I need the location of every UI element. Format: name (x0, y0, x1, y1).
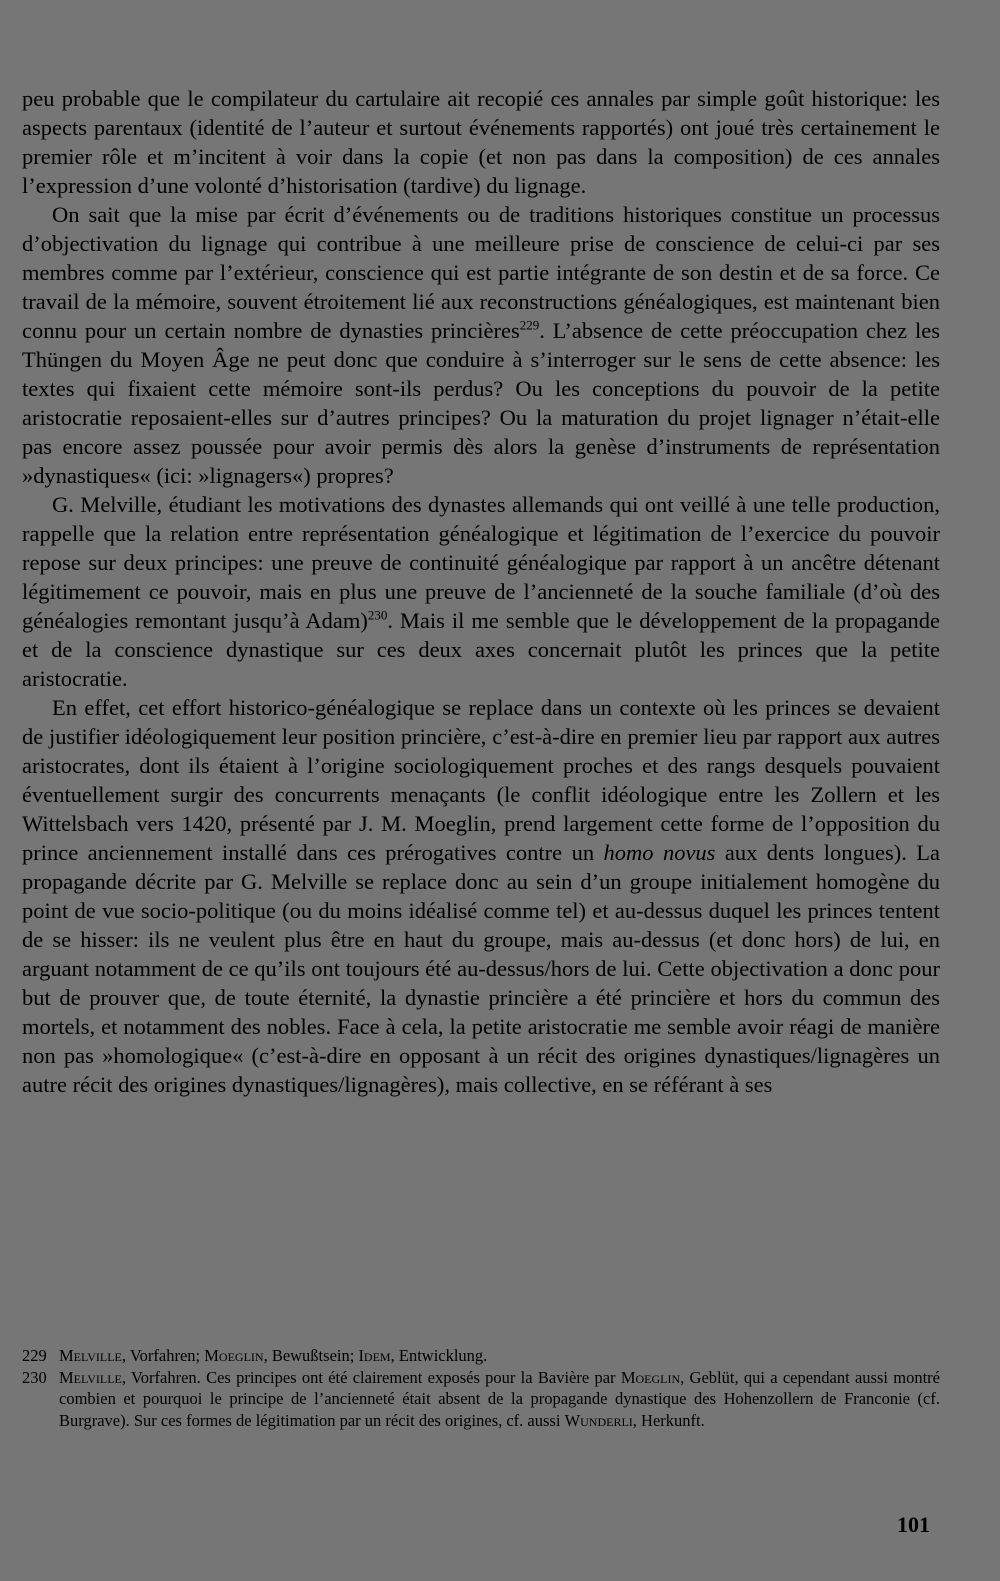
paragraph-2-text-a: On sait que la mise par écrit d’événements ou de traditions historiques constitue un processus d’objectivation du lignage qui contribue à une meilleure prise de conscience de celui-ci par ses membres comme par l’extérieur, conscience qui est partie intégrante de son destin et de sa force. Ce travail de la mémoire, souvent étroitement lié aux reconstructions généalogiques, est maintenant bien connu pour un certain nombre de dynasties princières (22, 202, 940, 343)
paragraph-4-italic: homo novus (603, 840, 716, 865)
paragraph-4 (22, 693, 940, 1099)
footnote-author: Melville (59, 1367, 122, 1387)
footnote-text: , Vorfahren. Ces principes ont été clairement exposés pour la Bavière par (121, 1367, 621, 1387)
footnote-text: , Herkunft. (632, 1410, 705, 1430)
footnote-number: 229 (22, 1346, 47, 1365)
body-text (22, 84, 940, 1099)
paragraph-1-text: peu probable que le compilateur du cartulaire ait recopié ces annales par simple goût historique: les aspects parentaux (identité de l’auteur et surtout événements rapportés) ont joué très certainement le premier rôle et m’incitent à voir dans la copie (et non pas dans la composition) de ces annales l’expression d’une volonté d’historisation (tardive) du lignage. (22, 86, 940, 198)
footnote-text: , Bewußtsein; (263, 1346, 359, 1365)
footnote-number: 230 (22, 1367, 47, 1387)
footnote-author: Moeglin (620, 1367, 681, 1387)
paragraph-3-text-b: . Mais il me semble que le développement de la propagande et de la conscience dynastique sur ces deux axes concernait plutôt les princes que la petite aristocratie. (22, 608, 940, 691)
footnote-229 (22, 1345, 940, 1367)
paragraph-4-text-a: En effet, cet effort historico-généalogique se replace dans un contexte où les princes se devaient de justifier idéologiquement leur position princière, c’est-à-dire en premier lieu par rapport aux autres aristocrates, dont ils étaient à l’origine sociologiquement proches et des rangs desquels pouvaient éventuellement surgir des concurrents menaçants (le conflit idéologique entre les Zollern et les Wittelsbach vers 1420, présenté par J. M. Moeglin, prend largement cette forme de l’opposition du prince anciennement installé dans ces prérogatives contre un (22, 695, 940, 865)
footnote-ref-230: 230 (367, 607, 388, 623)
paragraph-2-text-b: . L’absence de cette préoccupation chez les Thüngen du Moyen Âge ne peut donc que conduire à s’interroger sur le sens de cette absence: les textes qui fixaient cette mémoire sont-ils perdus? Ou les conceptions du pouvoir de la petite aristocratie reposaient-elles sur d’autres principes? Ou la maturation du projet lignager n’était-elle pas encore assez poussée pour avoir permis dès alors la genèse d’instruments de représentation »dynastiques« (ici: »lignagers«) propres? (22, 318, 940, 488)
footnote-ref-229: 229 (519, 317, 540, 333)
footnote-author: Wunderli (564, 1410, 633, 1430)
paragraph-4-text-b: aux dents longues). La propagande décrite par G. Melville se replace donc au sein d’un groupe initialement homogène du point de vue socio-politique (ou du moins idéalisé comme tel) et au-dessus duquel les princes tentent de se hisser: ils ne veulent plus être en haut du groupe, mais au-dessus (et donc hors) de lui, en arguant notamment de ce qu’ils ont toujours été au-dessus/hors de lui. Cette objectivation a donc pour but de prouver que, de toute éternité, la dynastie princière a été princière et hors du commun des mortels, et notamment des nobles. Face à cela, la petite aristocratie me semble avoir réagi de manière non pas »homologique« (c’est-à-dire en opposant à un récit des origines dynastiques/lignagères un autre récit des origines dynastiques/lignagères), mais collective, en se référant à ses (22, 840, 941, 1097)
page (22, 84, 940, 1099)
paragraph-3 (22, 490, 940, 693)
footnotes (22, 1345, 940, 1431)
footnote-230 (22, 1367, 940, 1432)
paragraph-1 (22, 84, 940, 200)
footnote-author: Moeglin (204, 1346, 264, 1365)
paragraph-2 (22, 200, 940, 490)
footnote-text: , Vorfahren; (121, 1346, 205, 1365)
page-number: 101 (897, 1512, 930, 1537)
footnote-author: Idem (358, 1346, 391, 1365)
footnote-text: , Geblüt, qui a cependant aussi montré combien et pourquoi le principe de l’ancienneté était absent de la propagande dynastique des Hohenzollern de Franconie (cf. Burgrave). Sur ces formes de légitimation par un récit des origines, cf. aussi (59, 1367, 940, 1430)
footnote-text: , Entwicklung. (390, 1346, 488, 1365)
paragraph-3-text-a: G. Melville, étudiant les motivations des dynastes allemands qui ont veillé à une telle production, rappelle que la relation entre représentation généalogique et légitimation de l’exercice du pouvoir repose sur deux principes: une preuve de continuité généalogique par rapport à un ancêtre détenant légitimement ce pouvoir, mais en plus une preuve de l’ancienneté de la souche familiale (d’où des généalogies remontant jusqu’à Adam) (22, 492, 940, 633)
footnote-author: Melville (59, 1346, 122, 1365)
